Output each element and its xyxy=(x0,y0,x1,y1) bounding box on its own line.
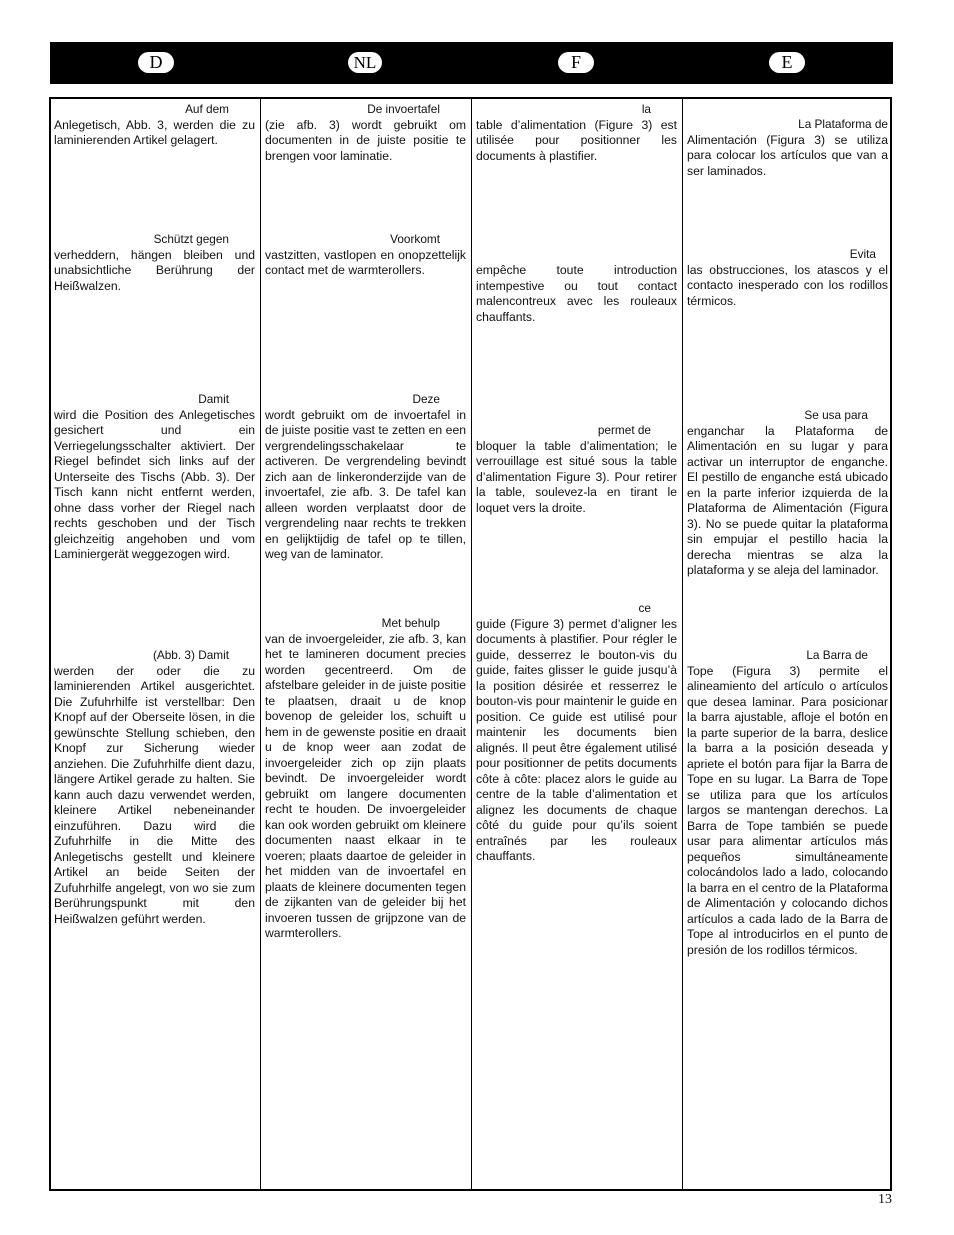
manual-text-table xyxy=(49,97,892,1191)
section-lead: permet de xyxy=(597,423,651,437)
section-text: Tope (Figura 3) permite el alineamiento del artículo o artículos que desea laminar. Para posicionar la barra ajustable, afloje el botón en la parte superior de la barra, deslice la barra a la posición deseada y apriete el botón para fijar la Barra de Tope en su lugar. La Barra de Tope se utiliza para que los artículos largos se mantengan derechos. La Barra de Tope también se puede usar para alimentar artículos más pequeños simultáneamente colocándolos lado a lado, colocando la barra en el centro de la Plataforma de Alimentación y colocando dichos artículos a cada lado de la Barra de Tope al introducirlos en el punto de presión de los rodillos térmicos. xyxy=(687,663,888,957)
section-latch xyxy=(476,423,677,516)
section-text: enganchar la Plataforma de Alimentación en su lugar y para activar un interruptor de enganche. El pestillo de enganche está ubicado en la parte inferior izquierda de la Plataforma de Alimentación (Figura 3). No se puede quitar la plataforma sin empujar el pestillo hacia la derecha mientras se alza la plataforma y se aleja del laminador. xyxy=(687,423,888,577)
column-divider xyxy=(682,99,683,1189)
section-lead: Auf dem xyxy=(185,102,229,116)
section-text: verheddern, hängen bleiben und unabsichtliche Berührung der Heißwalzen. xyxy=(54,247,255,293)
section-lead: Evita xyxy=(849,247,876,261)
section-text: guide (Figure 3) permet d’aligner les documents à plastifier. Pour régler le guide, desserrez le bouton-vis du guide, faites glisser le guide jusqu’à la position désirée et resserrez le bouton-vis pour maintenir le guide en position. Ce guide est utilisé pour maintenir les documents bien alignés. Il peut être également utilisé pour positionner de petits documents côte à côte: placez alors le guide au centre de la table d’alimentation et alignez les documents de chaque côté du guide pour qu’ils soient entraînés par les rouleaux chauffants. xyxy=(476,616,677,863)
page-number: 13 xyxy=(878,1192,892,1207)
section-text: van de invoergeleider, zie afb. 3, kan het te lamineren document precies worden gecentreerd. Om de afstelbare geleider in de juiste positie te plaatsen, draait u de knop bovenop de geleider los, schuift u hem in de gewenste positie en draait u de knop weer aan zodat de invoergeleider zich op zijn plaats bevindt. De invoergeleider wordt gebruikt om langere documenten recht te houden. De invoergeleider kan ook worden gebruikt om kleinere documenten naast elkaar in te voeren; plaats daartoe de geleider in het midden van de invoertafel en plaats de kleinere documenten tegen de zijkanten van de geleider bij het invoeren tussen de grijpzone van de warmterollers. xyxy=(265,631,466,940)
lang-badge-d: D xyxy=(138,52,174,73)
section-lead: Schützt gegen xyxy=(153,232,229,246)
lang-badge-e: E xyxy=(769,52,805,73)
section-lead: Voorkomt xyxy=(390,232,440,246)
section-text: wordt gebruikt om de invoertafel in de juiste positie vast te zetten en een vergrendelingsschakelaar te activeren. De vergrendeling bevindt zich aan de linkeronderzijde van de invoertafel, zie afb. 3. De tafel kan alleen worden verplaatst door de vergrendeling naar rechts te trekken en gelijktijdig de tafel op te tillen, weg van de laminator. xyxy=(265,407,466,561)
section-text: empêche toute introduction intempestive ou tout contact malencontreux avec les rouleaux chauffants. xyxy=(476,263,677,324)
section-lead: (Abb. 3) Damit xyxy=(152,648,229,662)
section-feed-guide xyxy=(687,648,888,958)
section-text: werden der oder die zu laminierenden Artikel ausgerichtet. Die Zufuhrhilfe ist verstellbar: Den Knopf auf der Oberseite lösen, in die gewünschte Stellung schieben, den Knopf zur Sicherung wieder anziehen. Die Zufuhrhilfe dient dazu, längere Artikel gerade zu halten. Sie kann auch dazu verwendet werden, kleinere Artikel nebeneinander einzuführen. Dazu wird die Zufuhrhilfe in die Mitte des Anlegetischs gestellt und kleinere Artikel an beide Seiten der Zufuhrhilfe angelegt, von wo sie zum Berührungspunkt mit den Heißwalzen geführt werden. xyxy=(54,663,255,926)
section-lead: la xyxy=(641,102,651,116)
section-text: bloquer la table d’alimentation; le verrouillage est situé sous la table d’alimentation Figure 3). Pour retirer la table, soulevez-la en tirant le loquet vers la droite. xyxy=(476,438,677,515)
section-text: (zie afb. 3) wordt gebruikt om documenten in de juiste positie te brengen voor laminatie. xyxy=(265,117,466,163)
section-lead: La Barra de xyxy=(806,648,868,662)
section-feed-guide xyxy=(54,648,255,927)
section-feed-table xyxy=(687,117,888,179)
column-spanish xyxy=(687,99,888,1189)
section-safety-guard xyxy=(54,232,255,294)
section-lead: De invoertafel xyxy=(367,102,440,116)
column-dutch xyxy=(265,99,466,1189)
section-lead: ce xyxy=(638,601,651,615)
lang-badge-f: F xyxy=(558,52,594,73)
language-header-bar xyxy=(50,42,893,84)
section-feed-table xyxy=(54,102,255,149)
section-feed-table xyxy=(476,102,677,164)
section-safety-guard xyxy=(265,232,466,279)
section-lead: Met behulp xyxy=(381,616,440,630)
section-lead: La Plataforma de xyxy=(798,117,888,131)
section-safety-guard xyxy=(687,247,888,309)
section-lead: Damit xyxy=(198,392,229,406)
section-lead: Deze xyxy=(412,392,440,406)
section-safety-guard xyxy=(476,263,677,325)
section-feed-guide xyxy=(265,616,466,942)
column-divider xyxy=(260,99,261,1189)
section-feed-guide xyxy=(476,601,677,865)
section-latch xyxy=(54,392,255,563)
section-text: Anlegetisch, Abb. 3, werden die zu laminierenden Artikel gelagert. xyxy=(54,117,255,147)
section-latch xyxy=(687,408,888,579)
section-latch xyxy=(265,392,466,563)
section-text: table d’alimentation (Figure 3) est utilisée pour positionner les documents à plastifier. xyxy=(476,117,677,163)
column-divider xyxy=(471,99,472,1189)
section-text: Alimentación (Figura 3) se utiliza para colocar los artículos que van a ser laminados. xyxy=(687,132,888,178)
column-german xyxy=(54,99,255,1189)
section-lead: Se usa para xyxy=(804,408,868,422)
section-text: las obstrucciones, los atascos y el contacto inesperado con los rodillos térmicos. xyxy=(687,262,888,308)
lang-badge-nl: NL xyxy=(348,52,382,73)
section-text: vastzitten, vastlopen en onopzettelijk contact met de warmterollers. xyxy=(265,247,466,277)
column-french xyxy=(476,99,677,1189)
section-text: wird die Position des Anlegetisches gesichert und ein Verriegelungsschalter aktiviert. Der Riegel befindet sich links auf der Unterseite des Tischs (Abb. 3). Der Tisch kann nicht entfernt werden, ohne dass vorher der Riegel nach rechts geschoben und der Tisch gleichzeitig angehoben und vom Laminiergerät weggezogen wird. xyxy=(54,407,255,561)
section-feed-table xyxy=(265,102,466,164)
